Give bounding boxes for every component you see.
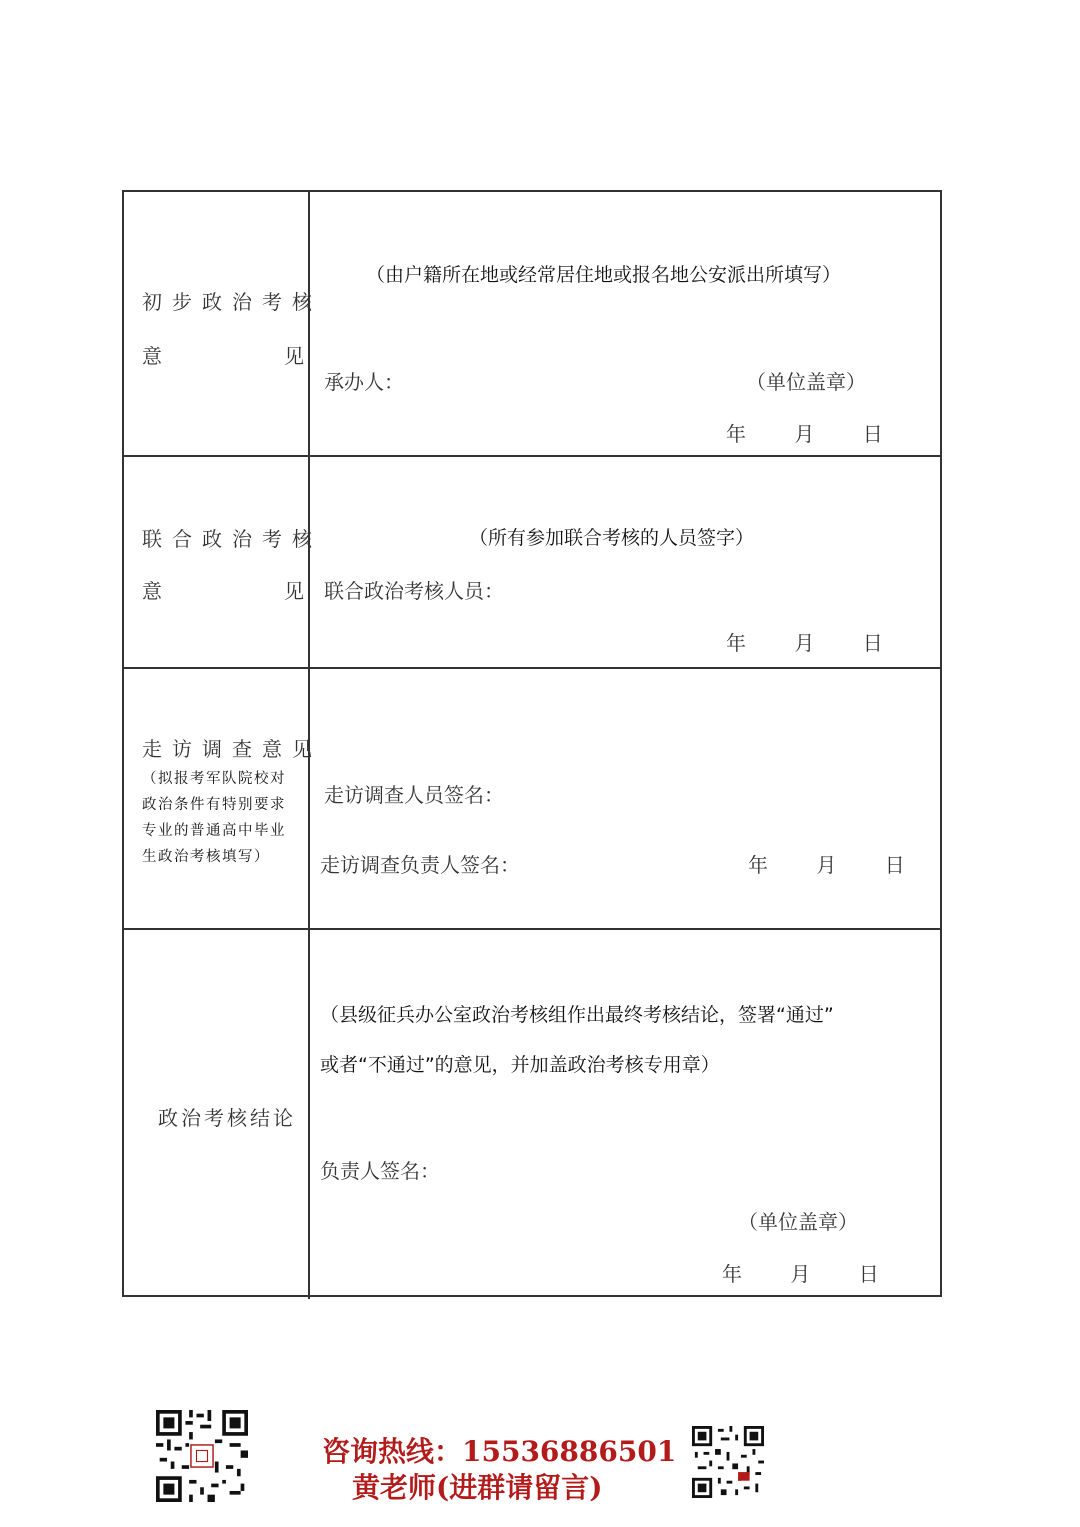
column-divider [308,457,310,667]
date-day: 日 [862,631,883,655]
hotline-text[interactable]: 咨询热线：15536886501 [322,1435,677,1468]
seal-note: （单位盖章） [746,370,866,394]
date-month: 月 [794,422,815,446]
column-divider [308,669,310,928]
teacher-contact-text: 黄老师(进群请留言) [352,1471,603,1504]
row-visit-survey [124,669,940,930]
date-day: 日 [858,1262,879,1286]
date-day: 日 [862,422,883,446]
date-field[interactable] [722,1258,879,1287]
column-divider [308,192,310,455]
supervisor-signature-field[interactable]: 负责人签名： [320,1159,440,1183]
fill-instruction: （县级征兵办公室政治考核组作出最终考核结论，签署“通过” [320,1004,834,1026]
date-month: 月 [816,853,837,877]
date-month: 月 [794,631,815,655]
row-label: 政治考核结论 [158,1106,296,1130]
row-label-part: 意 [142,344,162,368]
date-month: 月 [790,1262,811,1286]
date-year: 年 [722,1262,742,1286]
row-preliminary-review [124,192,940,457]
row-note: （拟报考军队院校对 [142,771,286,787]
date-field[interactable] [726,627,883,656]
lead-signature-field[interactable]: 走访调查负责人签名： [320,853,520,877]
row-note: 生政治考核填写） [142,849,270,865]
seal-note: （单位盖章） [738,1210,858,1234]
date-year: 年 [726,422,746,446]
row-label: 联合政治考核 [142,527,322,551]
qr-code-left[interactable] [156,1410,248,1502]
row-label: 走访调查意见 [142,737,322,761]
row-label-part: 意 [142,579,162,603]
row-label-part: 见 [284,579,304,603]
fill-instruction: （由户籍所在地或经常居住地或报名地公安派出所填写） [366,264,842,286]
fill-instruction: （所有参加联合考核的人员签字） [469,527,755,549]
row-review-conclusion [124,930,940,1299]
date-day: 日 [884,853,905,877]
fill-instruction: 或者“不通过”的意见，并加盖政治考核专用章） [320,1054,720,1076]
date-year: 年 [726,631,746,655]
date-field[interactable] [748,849,905,878]
row-joint-review [124,457,940,669]
row-label: 初步政治考核 [142,290,322,314]
political-review-form [122,190,942,1297]
members-field[interactable]: 联合政治考核人员： [324,579,504,603]
column-divider [308,930,310,1299]
date-field[interactable] [726,418,883,447]
row-note: 政治条件有特别要求 [142,797,286,813]
date-year: 年 [748,853,768,877]
row-note: 专业的普通高中毕业 [142,823,286,839]
surveyor-signature-field[interactable]: 走访调查人员签名： [324,783,504,807]
row-label-part: 见 [284,344,304,368]
qr-code-right[interactable] [692,1426,764,1498]
handler-field[interactable]: 承办人： [324,370,404,394]
